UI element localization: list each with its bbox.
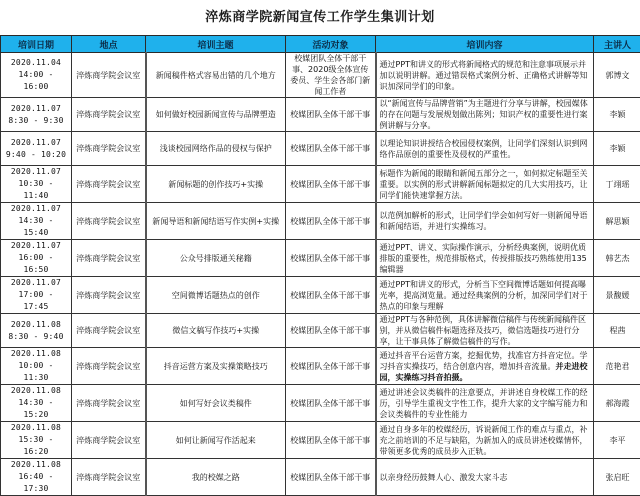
content-text: 通过PPT和讲义的形式将新闻格式的规范和注意事项展示并加以说明讲解。通过错误格式案例分析、正确格式讲解等知识加深同学们的印象。 <box>380 60 588 91</box>
cell-location: 淬炼商学院会议室 <box>72 348 146 385</box>
cell-date <box>1 166 72 203</box>
cell-content <box>376 385 594 422</box>
table-row <box>1 203 640 240</box>
cell-content <box>376 203 594 240</box>
cell-audience: 校媒团队全体干部干事 <box>286 459 376 496</box>
cell-topic: 如何写好会议类稿件 <box>146 385 286 422</box>
table-row <box>1 98 640 132</box>
header-speaker: 主讲人 <box>594 36 640 53</box>
cell-location: 淬炼商学院会议室 <box>72 314 146 348</box>
cell-date <box>1 53 72 98</box>
cell-speaker: 张启旺 <box>594 459 640 496</box>
cell-location: 淬炼商学院会议室 <box>72 132 146 166</box>
time-text: 17:00 - 17:45 <box>4 289 68 313</box>
table-row <box>1 240 640 277</box>
time-text: 14:00 - 16:00 <box>4 69 68 93</box>
cell-speaker: 李平 <box>594 422 640 459</box>
cell-location: 淬炼商学院会议室 <box>72 459 146 496</box>
time-text: 8:30 - 9:40 <box>4 331 68 343</box>
time-text: 9:40 - 10:20 <box>4 149 68 161</box>
cell-audience: 校媒团队全体干部干事 <box>286 203 376 240</box>
cell-speaker: 李颖 <box>594 98 640 132</box>
cell-audience: 校媒团队全体干部干事 <box>286 348 376 385</box>
cell-topic: 浅谈校园网络作品的侵权与保护 <box>146 132 286 166</box>
cell-speaker: 程茜 <box>594 314 640 348</box>
time-text: 8:30 - 9:30 <box>4 115 68 127</box>
cell-speaker: 丁翊瑶 <box>594 166 640 203</box>
cell-speaker: 李颖 <box>594 132 640 166</box>
cell-location: 淬炼商学院会议室 <box>72 203 146 240</box>
cell-topic: 抖音运营方案及实操策略技巧 <box>146 348 286 385</box>
cell-topic: 公众号排版通关秘籍 <box>146 240 286 277</box>
table-row <box>1 166 640 203</box>
time-text: 16:00 - 16:50 <box>4 252 68 276</box>
cell-topic: 微信文稿写作技巧+实操 <box>146 314 286 348</box>
cell-content <box>376 314 594 348</box>
date-text: 2020.11.08 <box>4 319 68 331</box>
content-text: 以理论知识讲授结合校园侵权案例，让同学们深刻认识到网络作品原创的重要性及侵权的严重性。 <box>380 139 588 159</box>
cell-location: 淬炼商学院会议室 <box>72 166 146 203</box>
cell-topic: 如何让新闻写作活起来 <box>146 422 286 459</box>
table-row <box>1 53 640 98</box>
date-text: 2020.11.07 <box>4 240 68 252</box>
cell-audience: 校媒团队全体干部干事 <box>286 132 376 166</box>
table-header-row <box>1 36 640 53</box>
cell-content <box>376 277 594 314</box>
date-text: 2020.11.07 <box>4 166 68 178</box>
header-topic: 培训主题 <box>146 36 286 53</box>
content-text: 以亲身经历鼓舞人心、激发大家斗志 <box>380 473 508 482</box>
date-text: 2020.11.04 <box>4 57 68 69</box>
table-row <box>1 422 640 459</box>
cell-content <box>376 132 594 166</box>
table-row <box>1 385 640 422</box>
page-title: 淬炼商学院新闻宣传工作学生集训计划 <box>0 0 640 35</box>
content-bold-text: 并走进校园，实操练习抖音拍摄。 <box>380 362 588 382</box>
cell-date <box>1 348 72 385</box>
time-text: 16:40 - 17:30 <box>4 471 68 495</box>
cell-date <box>1 277 72 314</box>
cell-location: 淬炼商学院会议室 <box>72 240 146 277</box>
cell-speaker: 解思颖 <box>594 203 640 240</box>
cell-date <box>1 385 72 422</box>
time-text: 14:30 - 15:20 <box>4 397 68 421</box>
cell-date <box>1 314 72 348</box>
date-text: 2020.11.08 <box>4 422 68 434</box>
header-content: 培训内容 <box>376 36 594 53</box>
content-text: 通过PPT与各种范例，具体讲解微信稿件与传统新闻稿件区别，并从微信稿件标题选择及技巧，微信选题技巧进行分享，让干事具体了解微信稿件的写作。 <box>380 315 587 346</box>
cell-location: 淬炼商学院会议室 <box>72 422 146 459</box>
cell-location: 淬炼商学院会议室 <box>72 98 146 132</box>
date-text: 2020.11.08 <box>4 348 68 360</box>
cell-content <box>376 166 594 203</box>
header-location: 地点 <box>72 36 146 53</box>
cell-content <box>376 459 594 496</box>
content-text: 以范例加解析的形式，让同学们学会如何写好一则新闻导语和新闻结语，并进行实操练习。 <box>380 211 588 231</box>
cell-topic: 空间微博话题热点的创作 <box>146 277 286 314</box>
date-text: 2020.11.08 <box>4 459 68 471</box>
content-text: 通过讲述会议类稿件的注意要点，并讲述自身校媒工作的经历，引导学生重视文字性工作，提升大家的文字编写能力和会议类稿件的专业性能力 <box>380 388 588 419</box>
cell-speaker: 郭博文 <box>594 53 640 98</box>
cell-date <box>1 132 72 166</box>
content-text: 通过抖音平台运营方案，挖掘优势，找准官方抖音定位。学习抖音实操技巧，结合创意内容，增加抖音流量。 <box>380 351 588 371</box>
table-row <box>1 132 640 166</box>
table-row <box>1 348 640 385</box>
content-text: 通过PPT和讲义的形式，分析当下空间微博话题如何提高曝光率，提高浏览量。通过经典案例的分析，加深同学们对于热点的印象与理解 <box>380 280 588 311</box>
content-text: 以“新闻宣传与品牌营销”为主题进行分享与讲解，校园媒体的存在问题与发展规划做出陈列；知识产权的重要性进行案例讲解与分享。 <box>380 99 588 130</box>
cell-content <box>376 53 594 98</box>
cell-audience: 校媒团队全体干部干事 <box>286 98 376 132</box>
cell-speaker: 景馥媛 <box>594 277 640 314</box>
cell-audience: 校媒团队全体干部干事 <box>286 166 376 203</box>
cell-date <box>1 240 72 277</box>
header-date: 培训日期 <box>1 36 72 53</box>
cell-date <box>1 459 72 496</box>
cell-location: 淬炼商学院会议室 <box>72 385 146 422</box>
date-text: 2020.11.07 <box>4 277 68 289</box>
cell-location: 淬炼商学院会议室 <box>72 277 146 314</box>
cell-topic: 新闻导语和新闻结语写作实例+实操 <box>146 203 286 240</box>
date-text: 2020.11.07 <box>4 103 68 115</box>
cell-topic: 新闻标题的创作技巧+实操 <box>146 166 286 203</box>
cell-speaker: 范艳君 <box>594 348 640 385</box>
cell-speaker: 郝海霞 <box>594 385 640 422</box>
cell-content <box>376 240 594 277</box>
table-row <box>1 314 640 348</box>
cell-audience: 校媒团队全体干部干事 <box>286 277 376 314</box>
cell-content <box>376 348 594 385</box>
time-text: 10:00 - 11:30 <box>4 360 68 384</box>
cell-audience: 校媒团队全体干部干事、2020级全体宣传委员、学生会各部门新闻工作者 <box>286 53 376 98</box>
cell-audience: 校媒团队全体干部干事 <box>286 422 376 459</box>
cell-topic: 我的校媒之路 <box>146 459 286 496</box>
cell-speaker: 韩艺杰 <box>594 240 640 277</box>
table-row <box>1 277 640 314</box>
date-text: 2020.11.07 <box>4 137 68 149</box>
date-text: 2020.11.07 <box>4 203 68 215</box>
cell-topic: 如何做好校园新闻宣传与品牌塑造 <box>146 98 286 132</box>
table-row <box>1 459 640 496</box>
cell-date <box>1 98 72 132</box>
training-schedule-table <box>0 35 640 496</box>
content-text: 标题作为新闻的眼睛和新闻五部分之一，如何拟定标题至关重要。以实例的形式讲解新闻标题拟定的几大实用技巧，让同学们能快速掌握方法。 <box>380 169 588 200</box>
header-audience: 活动对象 <box>286 36 376 53</box>
cell-content <box>376 422 594 459</box>
cell-date <box>1 422 72 459</box>
content-text: 通过自身多年的校媒经历，诉说新闻工作的难点与重点，补充之前培训的不足与缺陷，为新加入的成员讲述校媒情怀，带领更多优秀的成员步入正轨。 <box>380 425 588 456</box>
cell-audience: 校媒团队全体干部干事 <box>286 240 376 277</box>
cell-audience: 校媒团队全体干部干事 <box>286 385 376 422</box>
cell-topic: 新闻稿件格式容易出错的几个地方 <box>146 53 286 98</box>
time-text: 14:30 - 15:40 <box>4 215 68 239</box>
time-text: 15:30 - 16:20 <box>4 434 68 458</box>
cell-content <box>376 98 594 132</box>
time-text: 10:30 - 11:40 <box>4 178 68 202</box>
date-text: 2020.11.08 <box>4 385 68 397</box>
cell-location: 淬炼商学院会议室 <box>72 53 146 98</box>
cell-date <box>1 203 72 240</box>
cell-audience: 校媒团队全体干部干事 <box>286 314 376 348</box>
content-text: 通过PPT、讲义、实际操作演示，分析经典案例，说明优质排版的重要性，规范排版格式，传授排版技巧熟练使用135编辑器 <box>380 243 587 274</box>
